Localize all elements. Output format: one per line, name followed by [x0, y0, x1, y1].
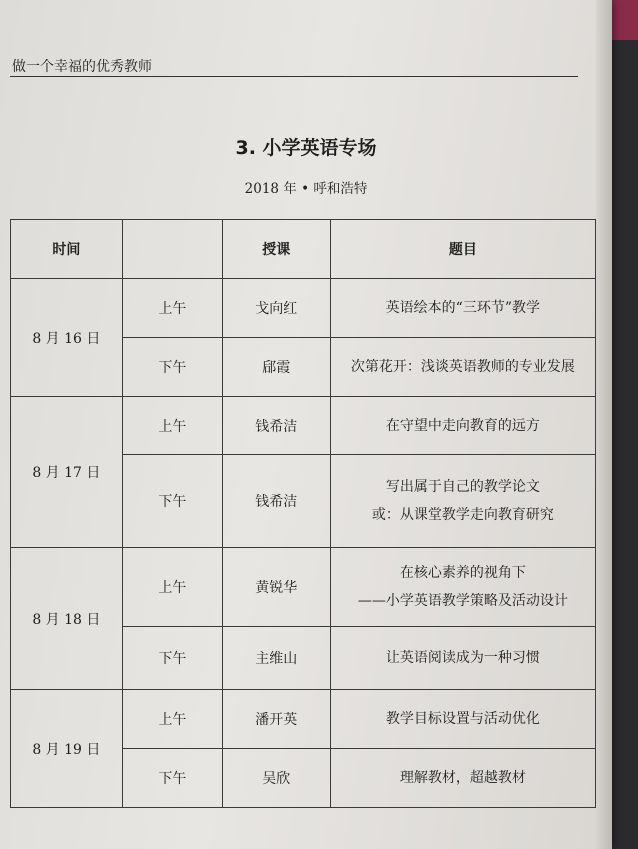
topic-cell: [330, 548, 595, 627]
session-cell: 下午: [122, 627, 222, 690]
topic-cell: [330, 627, 595, 690]
teacher-cell: 潘开英: [222, 690, 330, 749]
table-row: [11, 279, 596, 338]
session-cell: 上午: [122, 690, 222, 749]
session-cell: 下午: [122, 455, 222, 548]
topic-cell: [330, 455, 595, 548]
header-teacher: 授课: [222, 220, 330, 279]
teacher-cell: 戈向红: [222, 279, 330, 338]
session-cell: 上午: [122, 397, 222, 455]
date-cell: 8 月 16 日: [11, 279, 123, 397]
topic-line: 在守望中走向教育的远方: [385, 417, 540, 434]
session-cell: 上午: [122, 279, 222, 338]
table-header-row: [11, 220, 596, 279]
teacher-cell: 吴欣: [222, 749, 330, 808]
topic-line: ——小学英语教学策略及活动设计: [357, 593, 568, 609]
topic-cell: [330, 338, 595, 397]
topic-cell: [330, 749, 595, 808]
topic-line: 让英语阅读成为一种习惯: [385, 650, 540, 666]
schedule-table: [10, 219, 596, 808]
topic-line: 或：从课堂教学走向教育研究: [371, 507, 554, 523]
header-rule: [10, 76, 578, 77]
session-cell: 下午: [122, 338, 222, 397]
topic-line: 英语绘本的“三环节”教学: [385, 300, 540, 316]
table-row: [11, 548, 596, 627]
topic-line: 在核心素养的视角下: [399, 565, 526, 581]
teacher-cell: 郈霞: [222, 338, 330, 397]
date-cell: 8 月 19 日: [11, 690, 123, 808]
header-topic: 题目: [330, 220, 595, 279]
date-cell: 8 月 17 日: [11, 397, 123, 548]
teacher-cell: 钱希洁: [222, 397, 330, 455]
teacher-cell: 主维山: [222, 627, 330, 690]
session-cell: 下午: [122, 749, 222, 808]
teacher-cell: 黄锐华: [222, 548, 330, 627]
topic-cell: [330, 690, 595, 749]
topic-line: 理解教材，超越教材: [399, 770, 526, 786]
table-row: [11, 690, 596, 749]
date-cell: 8 月 18 日: [11, 548, 123, 690]
topic-line: 写出属于自己的教学论文: [385, 479, 540, 495]
topic-line: 教学目标设置与活动优化: [385, 711, 540, 727]
section-subtitle: 2018 年 • 呼和浩特: [244, 181, 368, 197]
topic-line: 次第花开：浅谈英语教师的专业发展: [350, 359, 575, 375]
table-row: [11, 397, 596, 455]
topic-cell: [330, 397, 595, 455]
header-date: 时间: [11, 220, 123, 279]
section-title: 3. 小学英语专场: [235, 137, 377, 159]
teacher-cell: 钱希洁: [222, 455, 330, 548]
running-head: 做一个幸福的优秀教师: [12, 59, 152, 75]
header-session: [122, 220, 222, 279]
session-cell: 上午: [122, 548, 222, 627]
topic-cell: [330, 279, 595, 338]
page-edge: [596, 0, 612, 849]
